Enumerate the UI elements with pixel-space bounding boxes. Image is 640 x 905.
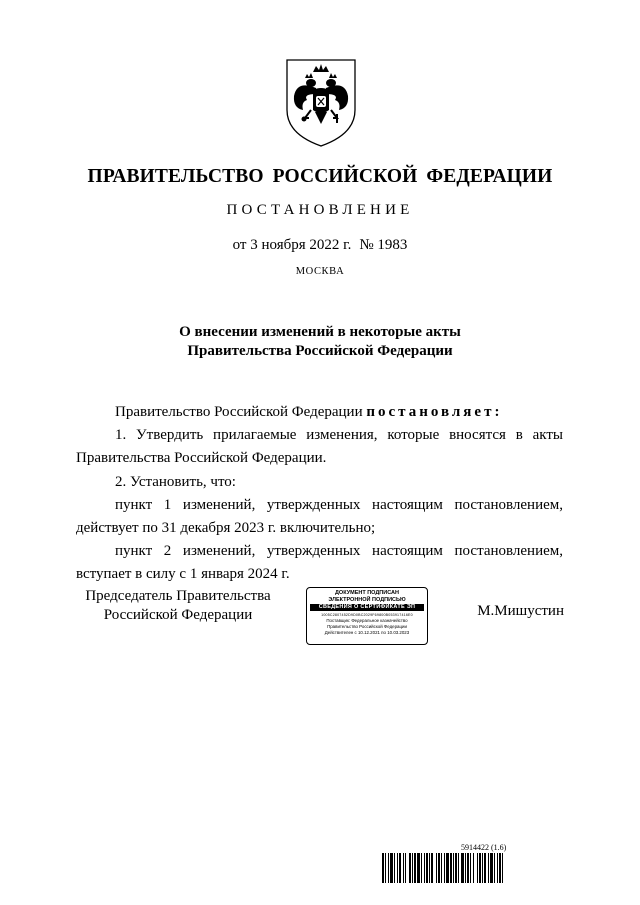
stamp-line-1: ДОКУМЕНТ ПОДПИСАН [335, 590, 399, 596]
stamp-serial: 1005C2807452D9D0BC2029F69800B053917416E0 [321, 613, 413, 617]
stamp-banner: СВЕДЕНИЯ О СЕРТИФИКАТЕ ЭП [310, 604, 424, 611]
subject-line-2: Правительства Российской Федерации [187, 343, 453, 359]
clause-1: пункт 1 изменений, утвержденных настоящим постановлением, действует по 31 декабря 2023 г. включительно; [76, 496, 563, 537]
document-title: ПРАВИТЕЛЬСТВО РОССИЙСКОЙ ФЕДЕРАЦИИ [87, 166, 553, 187]
intro-emphasis: постановляет: [366, 404, 503, 420]
electronic-signature-stamp [306, 587, 428, 645]
stamp-owner: Правительство Российской Федерации [327, 624, 407, 629]
clause-2: пункт 2 изменений, утвержденных настоящим постановлением, вступает в силу с 1 января 2024 г. [76, 543, 563, 583]
intro-paragraph [76, 401, 563, 424]
item-2: 2. Установить, что: [115, 473, 236, 490]
signer-position [78, 587, 278, 625]
barcode-label: 5914422 (1.6) [461, 843, 507, 852]
signer-name: М.Мишустин [477, 603, 564, 619]
barcode [382, 853, 564, 883]
subject-line-1: О внесении изменений в некоторые акты [179, 324, 461, 340]
intro-text: Правительство Российской Федерации [115, 404, 367, 420]
signer-position-line-2: Российской Федерации [103, 607, 253, 623]
signer-position-line-1: Председатель Правительства [85, 588, 271, 604]
coat-of-arms-icon [283, 58, 359, 148]
item-1: 1. Утвердить прилагаемые изменения, которые вносятся в акты Правительства Российской Федерации. [76, 427, 563, 467]
document-type: ПОСТАНОВЛЕНИЕ [226, 202, 414, 218]
barcode-stripe [503, 853, 504, 883]
document-body [76, 401, 563, 587]
stamp-line-2: ЭЛЕКТРОННОЙ ПОДПИСЬЮ [328, 596, 406, 603]
document-subject [0, 323, 640, 361]
city: МОСКВА [295, 266, 345, 277]
document-date: от 3 ноября 2022 г. [232, 237, 352, 253]
stamp-supplier: Поставщик: Федеральное казначейство [326, 618, 408, 623]
document-number: № 1983 [359, 237, 408, 253]
date-line [0, 237, 640, 254]
stamp-validity: Действителен с 10.12.2021 по 10.03.2023 [324, 630, 410, 635]
